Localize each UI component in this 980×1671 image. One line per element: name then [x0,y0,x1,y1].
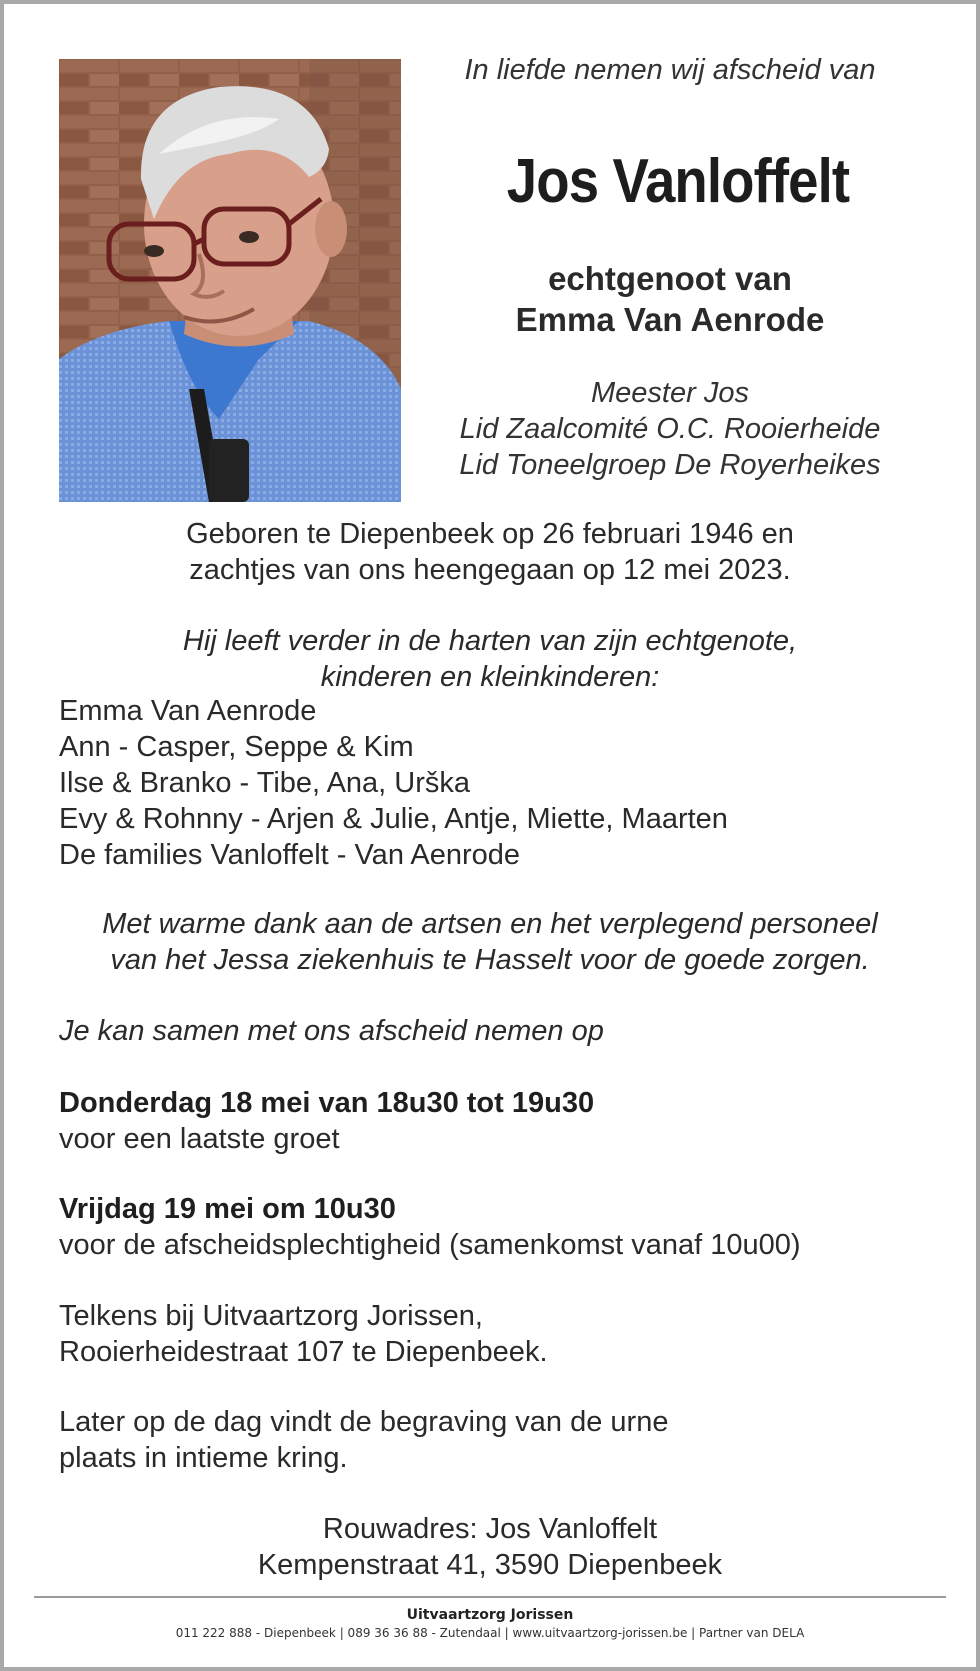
spouse-line-1: echtgenoot van [548,260,792,297]
address-block [40,1511,940,1583]
lives-on-line: Hij leeft verder in de harten van zijn echtgenote, [182,625,798,657]
burial-line: Later op de dag vindt de begraving van de urne [59,1406,669,1438]
location-line: Rooierheidestraat 107 te Diepenbeek. [59,1336,548,1368]
family-item: Ilse & Branko - Tibe, Ana, Urška [59,767,471,799]
location-block [59,1298,939,1370]
family-item: Ann - Casper, Seppe & Kim [59,731,414,763]
family-item: Evy & Rohnny - Arjen & Julie, Antje, Miette, Maarten [59,803,728,835]
birth-line: Geboren te Diepenbeek op 26 februari 1946 en [186,518,794,550]
event-1-what: voor een laatste groet [59,1123,340,1155]
thanks-block [40,906,940,978]
title-line: Lid Zaalcomité O.C. Rooierheide [459,413,881,445]
footer-divider [34,1596,946,1598]
address-line: Kempenstraat 41, 3590 Diepenbeek [257,1549,723,1581]
address-line: Rouwadres: Jos Vanloffelt [322,1513,658,1545]
family-item: Emma Van Aenrode [59,695,317,727]
footer-info: 011 222 888 - Diepenbeek | 089 36 36 88 - Zutendaal | www.uitvaartzorg-jorissen.be | Partner van DELA [175,1626,805,1640]
event-1-when: Donderdag 18 mei van 18u30 tot 19u30 [59,1087,595,1119]
event-2-block [59,1191,939,1263]
lives-on-block [40,623,940,695]
spouse-line-2: Emma Van Aenrode [515,301,825,338]
titles-block [420,375,920,483]
burial-line: plaats in intieme kring. [59,1442,348,1474]
location-line: Telkens bij Uitvaartzorg Jorissen, [59,1300,483,1332]
intro-line: In liefde nemen wij afscheid van [464,54,876,86]
family-list [59,693,939,873]
birth-block [40,516,940,588]
title-line: Lid Toneelgroep De Royerheikes [459,449,881,481]
burial-block [59,1404,939,1476]
footer-title: Uitvaartzorg Jorissen [406,1607,574,1623]
event-2-what: voor de afscheidsplechtigheid (samenkomst vanaf 10u00) [59,1229,801,1261]
farewell-intro: Je kan samen met ons afscheid nemen op [59,1015,604,1047]
event-2-when: Vrijdag 19 mei om 10u30 [59,1193,396,1225]
event-1-block [59,1085,939,1157]
family-item: De families Vanloffelt - Van Aenrode [59,839,521,871]
deceased-name: Jos Vanloffelt [506,147,850,216]
thanks-line: van het Jessa ziekenhuis te Hasselt voor de goede zorgen. [110,944,870,976]
portrait-photo [59,59,401,502]
birth-line: zachtjes van ons heengegaan op 12 mei 2023. [189,554,791,586]
title-line: Meester Jos [591,377,749,409]
lives-on-line: kinderen en kleinkinderen: [320,661,660,693]
spouse-block [420,258,920,340]
thanks-line: Met warme dank aan de artsen en het verplegend personeel [102,908,878,940]
